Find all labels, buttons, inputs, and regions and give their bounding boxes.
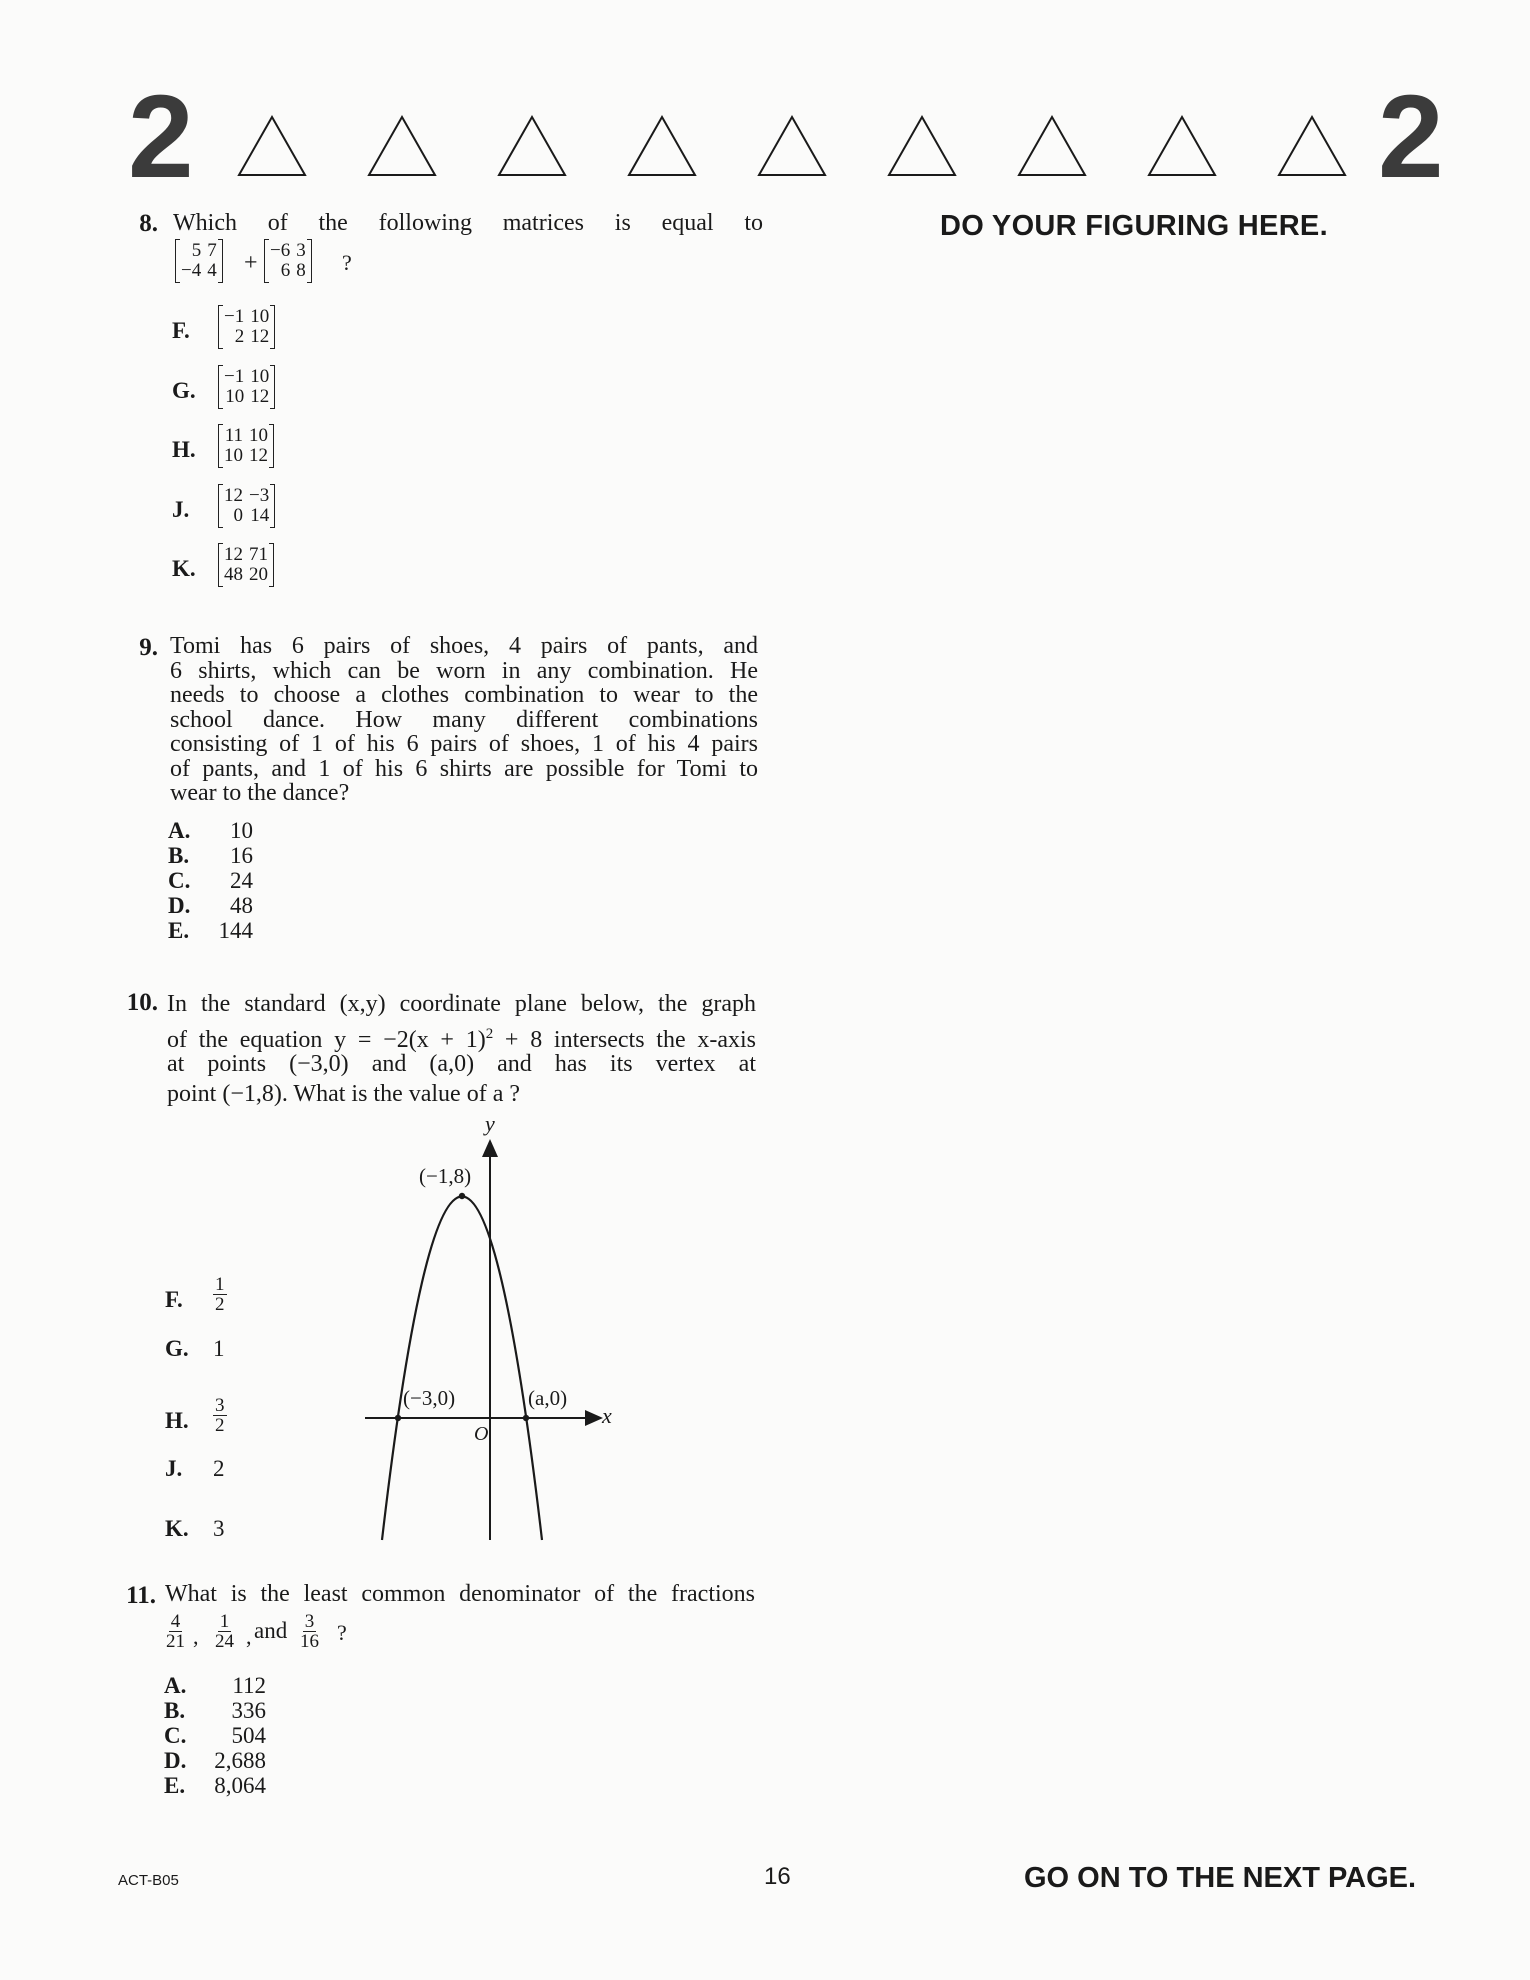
matrix-cell: 14 [250, 505, 270, 526]
q9-number: 9. [139, 634, 158, 661]
q11-option-value: 8,064 [214, 1773, 266, 1798]
section-number-left: 2 [128, 71, 194, 203]
fraction-denominator: 2 [215, 1415, 225, 1436]
q10-option-fraction [213, 1275, 227, 1314]
q11-option-letter: A. [164, 1673, 187, 1698]
triangle-icon [1017, 115, 1087, 177]
q8-option-letter: G. [172, 378, 196, 403]
fraction-numerator: 3 [215, 1395, 225, 1416]
matrix-cell: 6 [280, 260, 291, 281]
triangle-icon [757, 115, 827, 177]
q9-option-value: 24 [230, 868, 253, 893]
q9-text-line: school dance. How many different combinations [170, 706, 758, 733]
q9-text-line: consisting of 1 of his 6 pairs of shoes, 1 of his 4 pairs [170, 731, 758, 757]
left-intercept-label: (−3,0) [403, 1386, 456, 1410]
matrix-cell: 5 [191, 240, 202, 261]
matrix-cell: −6 [270, 240, 291, 261]
parabola-curve [382, 1197, 542, 1541]
matrix-cell: 0 [233, 505, 243, 526]
q11-fraction [166, 1612, 185, 1651]
origin-label: O [474, 1423, 489, 1445]
q11-and-word: and [254, 1618, 288, 1643]
matrix-cell: 12 [224, 485, 243, 506]
right-intercept-label: (a,0) [528, 1386, 568, 1410]
q8-option-matrix [218, 425, 274, 467]
matrix-cell: −4 [181, 260, 202, 281]
right-intercept-point [523, 1415, 529, 1421]
left-intercept-point [395, 1415, 401, 1421]
q10-option-fraction [213, 1396, 227, 1435]
triangle-icon [1277, 115, 1347, 177]
matrix-cell: 3 [296, 240, 306, 261]
q8-matrix-a [175, 240, 223, 282]
q11-option-letter: E. [164, 1773, 186, 1798]
q9-option-letter: D. [168, 893, 191, 918]
q8-option-letter: K. [172, 556, 196, 581]
q11-fraction [300, 1612, 319, 1651]
matrix-cell: 12 [224, 544, 243, 565]
vertex-point [459, 1193, 465, 1199]
q9-option-value: 48 [230, 893, 253, 918]
fraction-numerator: 1 [219, 1611, 230, 1632]
q9-option-letter: C. [168, 868, 191, 893]
matrix-cell: 71 [249, 544, 268, 565]
q10-option-value: 2 [213, 1456, 225, 1481]
q9-option-value: 16 [230, 843, 253, 868]
q9-text [170, 634, 758, 806]
q10-option-value: 1 [213, 1336, 225, 1361]
matrix-cell: 2 [234, 326, 245, 347]
matrix-cell: 10 [249, 425, 268, 446]
q9-option-value: 10 [230, 818, 253, 843]
q9-option-letter: B. [168, 843, 190, 868]
matrix-cell: 10 [224, 445, 243, 466]
q8-option-matrix [218, 366, 275, 408]
matrix-cell: −1 [224, 366, 245, 387]
q9-text-line: needs to choose a clothes combination to wear to the [170, 682, 758, 708]
q10-parabola-graph [355, 1115, 625, 1545]
triangle-icon [627, 115, 697, 177]
q9-option-letter: A. [168, 818, 191, 843]
fraction-denominator: 21 [166, 1631, 185, 1652]
q10-option-letter: F. [165, 1287, 183, 1312]
q9-option-value: 144 [218, 918, 253, 943]
footer-code: ACT-B05 [118, 1872, 179, 1889]
figuring-label: DO YOUR FIGURING HERE. [940, 210, 1328, 242]
q9-text-line: of pants, and 1 of his 6 shirts are possible for Tomi to [170, 755, 758, 782]
q11-option-value: 504 [231, 1723, 266, 1748]
q11-option-value: 336 [231, 1698, 266, 1723]
matrix-cell: 12 [250, 326, 270, 347]
matrix-cell: −3 [249, 485, 270, 506]
next-page-label: GO ON TO THE NEXT PAGE. [1024, 1862, 1417, 1894]
matrix-cell: 7 [207, 240, 217, 261]
page-number: 16 [764, 1863, 791, 1890]
q10-option-value: 3 [213, 1516, 225, 1541]
x-axis-label: x [602, 1403, 612, 1428]
matrix-cell: 10 [250, 366, 270, 387]
matrix-cell: 8 [296, 260, 306, 281]
fraction-numerator: 3 [304, 1611, 315, 1632]
matrix-cell: −1 [224, 306, 245, 327]
matrix-cell: 20 [249, 564, 268, 585]
section-number-right: 2 [1378, 71, 1444, 203]
matrix-cell: 10 [225, 386, 245, 407]
q10-number: 10. [126, 989, 158, 1016]
fraction-denominator: 24 [215, 1631, 234, 1652]
q11-option-value: 2,688 [214, 1748, 266, 1773]
matrix-cell: 10 [250, 306, 270, 327]
fraction-numerator: 1 [215, 1274, 225, 1295]
q11-option-letter: B. [164, 1698, 186, 1723]
fraction-denominator: 16 [300, 1631, 319, 1652]
y-axis-label: y [485, 1115, 495, 1136]
q9-text-line: wear to the dance? [170, 780, 350, 806]
q8-option-matrix [218, 306, 275, 348]
q8-option-letter: J. [172, 497, 190, 522]
q11-fraction [215, 1612, 234, 1651]
fraction-denominator: 2 [215, 1294, 225, 1315]
q11-number: 11. [126, 1582, 156, 1609]
q8-question-mark: ? [342, 250, 352, 275]
q10-option-letter: H. [165, 1408, 189, 1433]
q10-option-letter: J. [165, 1456, 183, 1481]
q10-option-letter: K. [165, 1516, 189, 1541]
triangle-icon [367, 115, 437, 177]
triangle-icon [887, 115, 957, 177]
matrix-cell: 4 [207, 260, 217, 281]
q9-text-line: 6 shirts, which can be worn in any combination. He [170, 657, 758, 684]
triangle-icon [497, 115, 567, 177]
q10-text: In the standard (x,y) coordinate plane below, the graph of the equation $y = -2(x + 1)^2 + 8$ intersects the x-axis at points (−3,0) and (a,0) and has its vertex at point (−1,8). What is the value of a ? [167, 991, 756, 1107]
q8-option-matrix [218, 544, 274, 586]
q8-text: Which of the following matrices is equal to [173, 210, 763, 236]
q9-option-letter: E. [168, 918, 190, 943]
q8-option-letter: F. [172, 318, 190, 343]
vertex-label: (−1,8) [419, 1164, 472, 1188]
q8-plus: + [244, 250, 258, 276]
q8-matrix-b [264, 240, 312, 282]
q11-comma: , [193, 1624, 199, 1649]
matrix-cell: 12 [250, 386, 270, 407]
q8-number: 8. [139, 210, 158, 237]
fraction-numerator: 4 [170, 1611, 181, 1632]
q11-option-letter: C. [164, 1723, 187, 1748]
triangle-icon [1147, 115, 1217, 177]
q11-comma: , [246, 1624, 252, 1649]
matrix-cell: 11 [224, 425, 243, 446]
q9-text-line: Tomi has 6 pairs of shoes, 4 pairs of pants, and [170, 633, 758, 659]
q11-question-mark: ? [337, 1620, 347, 1645]
q11-text: What is the least common denominator of the fractions [165, 1581, 755, 1607]
q8-option-matrix [218, 485, 275, 527]
matrix-cell: 12 [249, 445, 268, 466]
q10-option-letter: G. [165, 1336, 189, 1361]
q8-option-letter: H. [172, 437, 196, 462]
q11-option-value: 112 [232, 1673, 266, 1698]
q11-option-letter: D. [164, 1748, 187, 1773]
triangle-icon [237, 115, 307, 177]
matrix-cell: 48 [224, 564, 243, 585]
